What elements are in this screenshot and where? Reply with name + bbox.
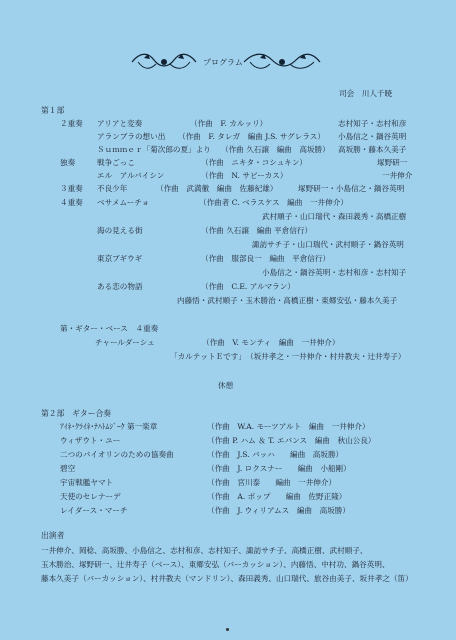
- part1-row-performers: 志村知子・志村和彦: [338, 119, 407, 128]
- part1-row-credit: （作曲 F. カルッリ）: [190, 119, 268, 128]
- part1-row-piece: エル アルバイシン: [97, 171, 165, 180]
- part1-row-credit: （作曲 久石譲 編曲 平倉信行）: [201, 226, 313, 235]
- part1-row-piece: 海の見える街: [97, 226, 143, 235]
- part2-row-credit: （作曲 J. ロクスナー 編曲 小船剛）: [207, 464, 351, 473]
- part2-row-piece: 二つのバイオリンのための協奏曲: [60, 450, 174, 459]
- part1-row-credit: （作曲 ニキタ・コシュキン）: [201, 158, 308, 167]
- part1-row-credit: （作曲 武満徹 編曲 佐藤紀雄）: [156, 184, 278, 193]
- part2-heading: 第２部 ギター合奏: [41, 409, 112, 418]
- part1-row-piece: ベサメムーチョ: [97, 198, 150, 207]
- part2-row-credit: （作曲 J. ウィリアムス 編曲 高坂勝）: [207, 506, 350, 515]
- floral-ornament-left-icon: [130, 50, 198, 74]
- part2-row-piece: 天使のセレナーデ: [60, 492, 121, 501]
- part1-row-piece: ある恋の物語: [97, 282, 143, 291]
- part2-row-credit: （作曲 P. ハム ＆ T. エバンス 編曲 秋山公良）: [207, 436, 376, 445]
- part1-row-credit: （作曲 服部良一 編曲 平倉信行）: [201, 254, 331, 263]
- part1-row-piece: Ｓｕｍｍｅｒ「菊次郎の夏」より: [97, 145, 211, 154]
- performers-line: 藤本久美子（バーカッション）、村井教夫（マンドリン）、森田義秀、山口瑞代、旅谷由美子、坂井孝之（笛）: [41, 574, 413, 583]
- part1-row-type: ３重奏: [60, 184, 83, 193]
- part1-row-performers: 諏訪サチ子・山口瑞代・武村順子・鍋谷英明: [252, 240, 404, 249]
- part1-row-type: ２重奏: [60, 119, 83, 128]
- part1-row-performers: 内藤悟・武村順子・玉木勝治・高橋正樹・東郷安弘・藤本久美子: [177, 296, 398, 305]
- page-dot: [226, 628, 229, 631]
- performers-heading: 出演者: [41, 531, 65, 540]
- guitar-bass-group: 「カルテットＥです」: [170, 352, 246, 361]
- part2-row-piece: ウィザウト・ユー: [60, 436, 121, 445]
- part1-row-performers: 武村順子・山口瑞代・森田義秀・高橋正樹: [262, 212, 407, 221]
- part1-row-piece: 不良少年: [97, 184, 128, 193]
- part1-row-credit: （作曲 N. サビーカス）: [201, 171, 288, 180]
- part1-heading: 第１部: [41, 106, 65, 115]
- part1-row-type: ４重奏: [60, 198, 83, 207]
- part1-row-credit: （作曲 久石譲 編曲 高坂勝）: [221, 145, 330, 154]
- part2-row-piece: 碧空: [60, 464, 76, 473]
- part1-row-piece: アリアと変奏: [97, 119, 143, 128]
- part2-row-credit: （作曲 W.A. モーツアルト 編曲 一井伸介）: [207, 422, 370, 431]
- part1-row-performers: 塚野研一: [377, 158, 408, 167]
- part2-row-piece: レイダース・マーチ: [60, 506, 128, 515]
- part1-row-type: 独奏: [60, 158, 76, 167]
- part1-row-piece: 戦争ごっこ: [97, 158, 135, 167]
- part1-row-credit: （作曲者 C. ベラスケス 編曲 一井伸介）: [199, 198, 348, 207]
- floral-ornament-right-icon: [242, 50, 322, 74]
- part2-row-piece: 宇宙戦艦ヤマト: [60, 478, 114, 487]
- part1-row-credit: （作曲 F. タレガ 編曲 J.S. サグレラス）: [178, 132, 325, 141]
- intermission-label: 休憩: [218, 381, 234, 390]
- part2-row-credit: （作曲 J.S. バッハ 編曲 高坂勝）: [207, 450, 344, 459]
- guitar-bass-performers: （坂井孝之・一井伸介・村井教夫・辻井寿子）: [246, 352, 406, 361]
- performers-line: 玉木勝治、塚野研一、辻井寿子（ベース）、東郷安弘（バーカッション）、内藤悟、中村功、鍋谷英明、: [41, 560, 390, 569]
- mc-line: 司会 川人千暁: [339, 89, 393, 98]
- part1-row-credit: （作曲 C.E. アルマラン）: [201, 282, 295, 291]
- part1-row-performers: 塚野研一・小島信之・鍋谷英明: [298, 184, 405, 193]
- part1-row-performers: 一井伸介: [382, 171, 413, 180]
- guitar-bass-piece: チャールダーシュ: [95, 338, 155, 347]
- performers-line: 一井伸介、岡稔、高坂勝、小島信之、志村和彦、志村知子、諏訪サチ子、高橋正樹、武村順子、: [41, 546, 368, 555]
- guitar-bass-heading: 第・ギター・ベース ４重奏: [60, 324, 159, 333]
- program-title: プログラム: [203, 58, 243, 67]
- guitar-bass-credit: （作曲 V. モンティ 編曲 一井伸介）: [202, 338, 340, 347]
- part2-row-credit: （作曲 A. ポップ 編曲 佐野正隆）: [207, 492, 347, 501]
- part2-row-credit: （作曲 宮川泰 編曲 一井伸介）: [207, 478, 337, 487]
- part1-row-performers: 高坂勝・藤本久美子: [338, 145, 407, 154]
- part2-row-piece: ｱｲﾈ･ｸﾗｲﾈ･ﾅﾊﾄﾑｼﾞｰｸ 第一楽章: [60, 422, 158, 431]
- part1-row-performers: 小島信之・鍋谷英明: [338, 132, 407, 141]
- part1-row-piece: 東京ブギウギ: [97, 254, 143, 263]
- part1-row-performers: 小島信之・鍋谷英明・志村和彦・志村知子: [262, 268, 407, 277]
- part1-row-piece: アランブラの想い出: [97, 132, 166, 141]
